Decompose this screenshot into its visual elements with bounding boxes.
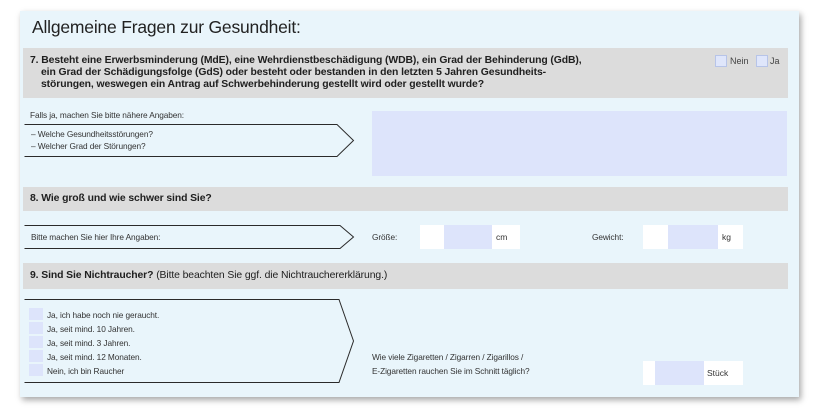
q9-option-1-label: Ja, ich habe noch nie geraucht. — [47, 310, 160, 320]
q9-option-4-label: Ja, seit mind. 12 Monaten. — [47, 352, 142, 362]
q7-yes-checkbox[interactable] — [756, 55, 768, 67]
height-label: Größe: — [372, 232, 398, 242]
q7-no-label: Nein — [730, 56, 749, 66]
height-input[interactable] — [444, 225, 492, 249]
q7-no-checkbox[interactable] — [715, 55, 727, 67]
q7-text-line-2: ein Grad der Schädigungsfolge (GdS) oder besteht oder bestanden in den letzten 5 Jahren Gesundheits- — [41, 67, 546, 78]
weight-input[interactable] — [668, 225, 718, 249]
q7-text-line-3: störungen, weswegen ein Antrag auf Schwerbehinderung gestellt wird oder gestellt wurde? — [41, 79, 484, 90]
q8-title: 8. Wie groß und wie schwer sind Sie? — [30, 193, 212, 204]
q7-details-item-2: – Welcher Grad der Störungen? — [31, 141, 146, 151]
q9-option-2-label: Ja, seit mind. 10 Jahren. — [47, 324, 135, 334]
q9-option-3-label: Ja, seit mind. 3 Jahren. — [47, 338, 131, 348]
q9-title-main: 9. Sind Sie Nichtraucher? — [30, 270, 154, 281]
weight-unit: kg — [722, 232, 731, 242]
q9-option-4-checkbox[interactable] — [29, 350, 43, 362]
q7-details-hint: Falls ja, machen Sie bitte nähere Angaben: — [30, 110, 185, 120]
q7-yes-label: Ja — [770, 56, 780, 66]
q7-text-line-1: 7. Besteht eine Erwerbsminderung (MdE), eine Wehrdienstbeschädigung (WDB), ein Grad der Behinderung (GdB), — [30, 55, 582, 66]
q9-option-3-checkbox[interactable] — [29, 336, 43, 348]
height-unit: cm — [496, 232, 508, 242]
q9-option-5-checkbox[interactable] — [29, 364, 43, 376]
q9-option-2-checkbox[interactable] — [29, 322, 43, 334]
cigarette-question-line-1: Wie viele Zigaretten / Zigarren / Zigarillos / — [372, 352, 524, 362]
q7-details-item-1: – Welche Gesundheitsstörungen? — [31, 129, 153, 139]
q9-title — [30, 270, 387, 282]
cigarette-count-input[interactable] — [655, 361, 704, 385]
section-heading: Allgemeine Fragen zur Gesundheit: — [32, 17, 301, 37]
q7-details-textarea[interactable] — [372, 111, 787, 176]
cigarette-question-line-2: E-Zigaretten rauchen Sie im Schnitt täglich? — [372, 366, 530, 376]
weight-label: Gewicht: — [592, 232, 624, 242]
q9-title-note: (Bitte beachten Sie ggf. die Nichtrauchererklärung.) — [156, 270, 388, 281]
q9-option-5-label: Nein, ich bin Raucher — [47, 366, 125, 376]
q8-hint: Bitte machen Sie hier Ihre Angaben: — [31, 232, 161, 242]
q9-option-1-checkbox[interactable] — [29, 308, 43, 320]
cigarette-count-unit: Stück — [707, 368, 729, 378]
